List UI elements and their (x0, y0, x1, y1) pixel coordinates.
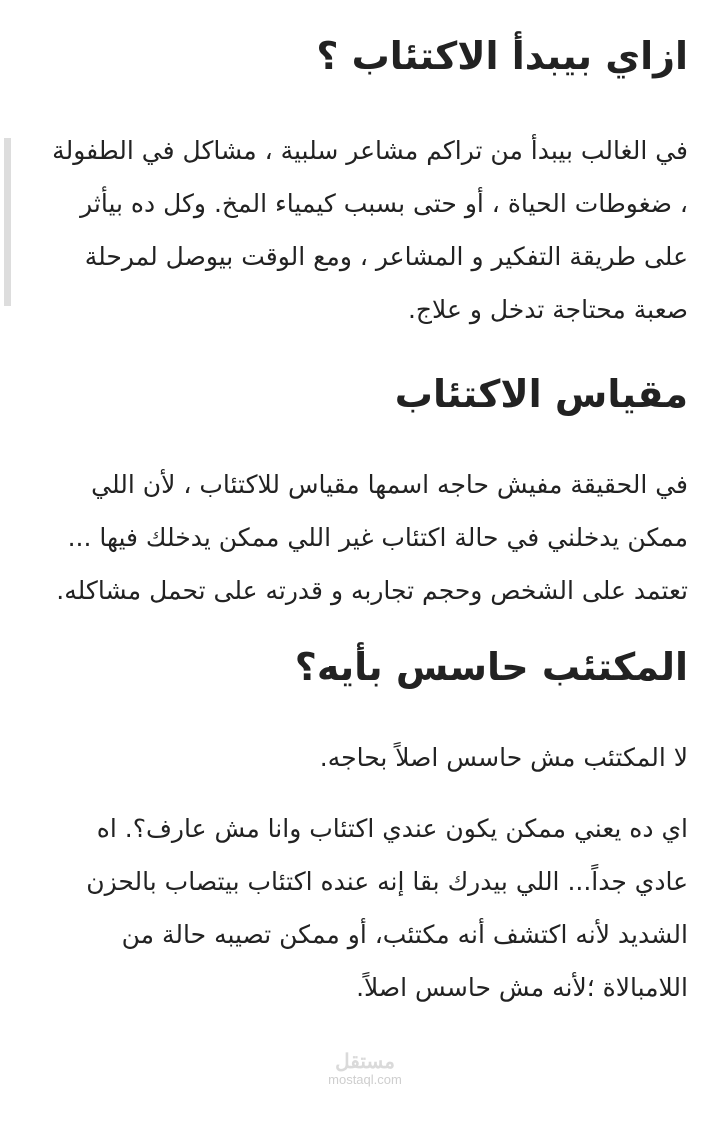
watermark-latin-text: mostaql.com (328, 1072, 402, 1087)
section-heading-depression-scale: مقياس الاكتئاب (394, 372, 688, 416)
section-paragraph-depression-start: في الغالب بيبدأ من تراكم مشاعر سلبية ، مشاكل في الطفولة ، ضغوطات الحياة ، أو حتى بسبب كيمياء المخ. وكل ده بيأثر على طريقة التفكير و المشاعر ، ومع الوقت بيوصل لمرحلة صعبة محتاجة تدخل و علاج. (52, 136, 688, 324)
section-paragraph-long-answer: اي ده يعني ممكن يكون عندي اكتئاب وانا مش عارف؟. اه عادي جداً... اللي بيدرك بقا إنه عنده اكتئاب بيتصاب بالحزن الشديد لأنه اكتشف أنه مكتئب، أو ممكن تصيبه حالة من اللامبالاة ؛لأنه مش حاسس اصلاً. (86, 814, 688, 1002)
watermark-arabic-text: مستقل (335, 1051, 395, 1073)
section-heading-what-depressed-feels: المكتئب حاسس بأيه؟ (294, 645, 688, 689)
section-paragraph-depression-scale: في الحقيقة مفيش حاجه اسمها مقياس للاكتئاب ، لأن اللي ممكن يدخلني في حالة اكتئاب غير اللي ممكن يدخلك فيها ... تعتمد على الشخص وحجم تجاربه و قدرته على تحمل مشاكله. (56, 470, 688, 605)
section-paragraph-short-answer: لا المكتئب مش حاسس اصلاً بحاجه. (319, 743, 688, 772)
blockquote-bar (4, 138, 11, 306)
section-heading-depression-start: ازاي بيبدأ الاكتئاب ؟ (316, 34, 688, 78)
watermark-logo (320, 1052, 410, 1088)
